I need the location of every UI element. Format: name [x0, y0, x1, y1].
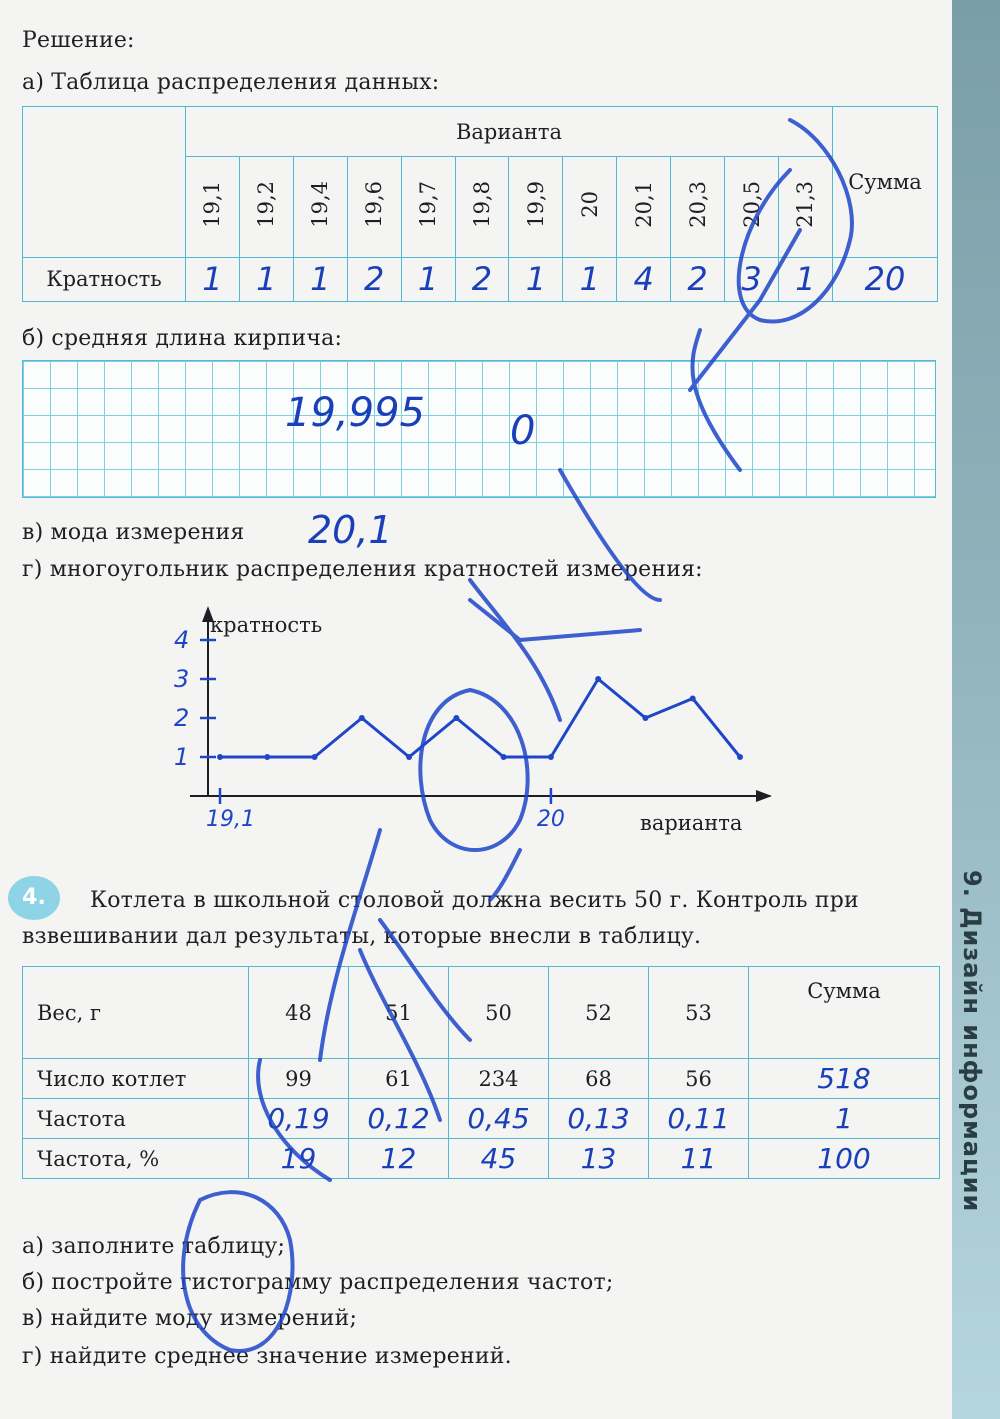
x-axis-label: варианта — [640, 811, 743, 835]
part-b-title: б) средняя длина кирпича: — [22, 326, 343, 351]
table-cell: 234 — [449, 1059, 549, 1099]
table-cell: 53 — [649, 967, 749, 1059]
handwritten-sum: 100 — [817, 1142, 871, 1175]
multiplicity-value: 2 — [687, 260, 708, 299]
task-number-badge: 4. — [8, 876, 60, 920]
variant-value: 19,4 — [308, 181, 333, 228]
task4-item-d: г) найдите среднее значение измерений. — [22, 1344, 512, 1369]
handwritten-value: 0,19 — [267, 1102, 330, 1135]
variant-value: 20,5 — [739, 181, 764, 228]
chapter-sidebar — [952, 0, 1000, 1419]
multiplicity-sum: 20 — [864, 260, 906, 299]
row-label: Вес, г — [23, 967, 249, 1059]
chapter-label: 9. Дизайн информации — [958, 870, 986, 1213]
multiplicity-value: 1 — [579, 260, 600, 299]
handwritten-value: 0,45 — [467, 1102, 530, 1135]
multiplicity-value: 1 — [795, 260, 816, 299]
multiplicity-value: 2 — [363, 260, 385, 299]
row-label: Частота, % — [23, 1139, 249, 1179]
handwritten-value: 0,11 — [667, 1102, 730, 1135]
multiplicity-value: 1 — [417, 260, 439, 299]
task4-item-c: в) найдите моду измерений; — [22, 1306, 358, 1331]
task4-item-b: б) постройте гистограмму распределения частот; — [22, 1270, 614, 1295]
task4-line2: взвешивании дал результаты, которые внесли в таблицу. — [22, 924, 702, 949]
handwritten-value: 13 — [580, 1142, 617, 1175]
sum-cell: Сумма — [749, 967, 940, 1059]
task4-line1: Котлета в школьной столовой должна весить 50 г. Контроль при — [90, 888, 859, 913]
handwritten-sum: 518 — [817, 1062, 871, 1095]
multiplicity-value: 2 — [471, 260, 493, 299]
handwritten-sum: 1 — [835, 1102, 853, 1135]
handwritten-value: 12 — [380, 1142, 417, 1175]
task4-item-a: а) заполните таблицу; — [22, 1234, 286, 1259]
handwritten-value: 11 — [680, 1142, 717, 1175]
table-cell: 56 — [649, 1059, 749, 1099]
table-cell: 99 — [249, 1059, 349, 1099]
variant-value: 20 — [577, 191, 602, 218]
table-cell: 68 — [549, 1059, 649, 1099]
multiplicity-value: 1 — [256, 260, 277, 299]
y-tick-label: 3 — [174, 665, 190, 693]
variant-value: 19,6 — [362, 181, 387, 228]
variant-value: 20,1 — [631, 181, 656, 228]
x-tick-label: 20 — [536, 807, 565, 832]
variant-value: 19,9 — [523, 181, 548, 228]
handwritten-value: 45 — [480, 1142, 517, 1175]
variants-header: Варианта — [186, 107, 833, 157]
multiplicity-value: 1 — [310, 260, 331, 299]
part-v-title: в) мода измерения — [22, 520, 245, 545]
y-tick-label: 1 — [174, 743, 190, 771]
scribble-zero: 0 — [510, 408, 536, 454]
multiplicity-value: 1 — [202, 260, 223, 299]
handwritten-value: 0,12 — [367, 1102, 430, 1135]
x-tick-label: 19,1 — [206, 807, 255, 832]
variant-value: 20,3 — [685, 181, 710, 228]
multiplicity-value: 4 — [633, 260, 654, 299]
variant-value: 21,3 — [793, 181, 818, 228]
handwritten-value: 0,13 — [567, 1102, 630, 1135]
variant-value: 19,2 — [254, 181, 279, 228]
table-cell: 50 — [449, 967, 549, 1059]
multiplicity-value: 1 — [525, 260, 547, 299]
part-g-title: г) многоугольник распределения кратностей измерения: — [22, 557, 703, 582]
answer-mode: 20,1 — [308, 508, 393, 552]
solution-heading: Решение: — [22, 28, 135, 53]
row-label-multiplicity: Кратность — [23, 257, 186, 301]
variant-value: 19,1 — [200, 181, 225, 228]
row-label: Число котлет — [23, 1059, 249, 1099]
multiplicity-value: 3 — [741, 260, 762, 299]
y-tick-label: 4 — [174, 626, 190, 654]
table-cell: 61 — [349, 1059, 449, 1099]
variant-value: 19,8 — [469, 181, 494, 228]
variant-value: 19,7 — [416, 181, 441, 228]
handwritten-value: 19 — [280, 1142, 317, 1175]
y-tick-label: 2 — [174, 704, 190, 732]
sum-header: Сумма — [833, 107, 938, 258]
table-cell: 48 — [249, 967, 349, 1059]
row-label: Частота — [23, 1099, 249, 1139]
table-cell: 51 — [349, 967, 449, 1059]
answer-mean: 19,995 — [285, 390, 425, 436]
table-cell: 52 — [549, 967, 649, 1059]
part-a-title: а) Таблица распределения данных: — [22, 70, 440, 95]
y-axis-label: кратность — [210, 613, 323, 637]
